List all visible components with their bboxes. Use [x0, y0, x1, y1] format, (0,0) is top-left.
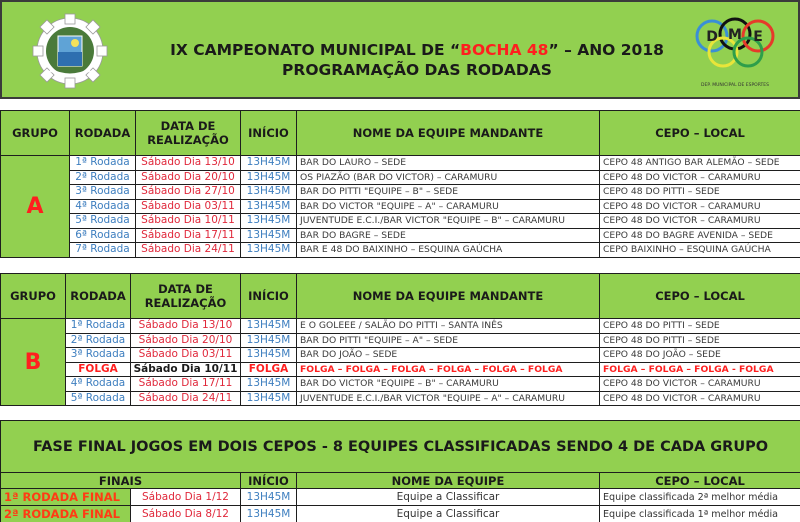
cepo-local-cell: CEPO BAIXINHO – ESQUINA GAÚCHA [600, 243, 800, 258]
date-cell: Sábado Dia 27/10 [136, 185, 241, 200]
table-row [1, 228, 800, 243]
home-team-cell: BAR E 48 DO BAIXINHO – ESQUINA GAÚCHA [297, 243, 600, 258]
start-time-cell: 13H45M [241, 348, 297, 363]
table-row [1, 319, 800, 334]
municipal-coat-of-arms-logo [30, 12, 110, 90]
table-header-row [1, 111, 800, 156]
start-time-cell: 13H45M [241, 489, 297, 506]
col-header-finais: FINAIS [1, 473, 241, 489]
table-row [1, 199, 800, 214]
page-title [122, 40, 712, 80]
date-cell: Sábado Dia 1/12 [131, 489, 241, 506]
start-time-cell: 13H45M [241, 228, 297, 243]
cepo-local-cell: CEPO 48 DO JOÃO – SEDE [600, 348, 800, 363]
final-phase-header-row [1, 473, 800, 489]
date-cell: Sábado Dia 10/11 [136, 214, 241, 229]
col-header-nome: NOME DA EQUIPE MANDANTE [297, 111, 600, 156]
date-cell: Sábado Dia 13/10 [136, 156, 241, 171]
start-time-cell: 13H45M [241, 243, 297, 258]
cepo-local-cell: CEPO 48 DO VICTOR – CARAMURU [600, 199, 800, 214]
dme-rings-icon [692, 14, 778, 80]
date-cell: Sábado Dia 03/11 [136, 199, 241, 214]
home-team-cell: BAR DO VICTOR "EQUIPE – A" – CARAMURU [297, 199, 600, 214]
final-phase-title: FASE FINAL JOGOS EM DOIS CEPOS - 8 EQUIPES CLASSIFICADAS SENDO 4 DE CADA GRUPO [1, 421, 800, 473]
table-row [1, 377, 800, 392]
date-cell: Sábado Dia 20/10 [136, 170, 241, 185]
home-team-cell: E O GOLEEE / SALÃO DO PITTI – SANTA INÊS [297, 319, 600, 334]
table-row [1, 333, 800, 348]
cepo-local-cell: CEPO 48 DO VICTOR – CARAMURU [600, 170, 800, 185]
rodada-cell: 4ª Rodada [70, 199, 136, 214]
cepo-local-cell: CEPO 48 DO VICTOR – CARAMURU [600, 377, 800, 392]
col-header-nome: NOME DA EQUIPE MANDANTE [297, 274, 600, 319]
final-table-row [1, 506, 800, 522]
date-cell: Sábado Dia 03/11 [131, 348, 241, 363]
start-time-cell: 13H45M [241, 319, 297, 334]
group-a-table [0, 110, 800, 258]
home-team-cell: BAR DO PITTI "EQUIPE – A" – SEDE [297, 333, 600, 348]
start-time-cell: FOLGA [241, 362, 297, 377]
home-team-cell: BAR DO LAURO – SEDE [297, 156, 600, 171]
table-row [1, 391, 800, 406]
group-b-table [0, 273, 800, 406]
table-row [1, 348, 800, 363]
col-header-rodada: RODADA [66, 274, 131, 319]
date-cell: Sábado Dia 8/12 [131, 506, 241, 522]
rodada-cell: FOLGA [66, 362, 131, 377]
col-header-inicio: INÍCIO [241, 473, 297, 489]
rodada-cell: 2ª Rodada [66, 333, 131, 348]
cepo-local-cell: CEPO 48 DO PITTI – SEDE [600, 333, 800, 348]
team-cell: Equipe a Classificar [297, 489, 600, 506]
cepo-local-cell: CEPO 48 ANTIGO BAR ALEMÃO – SEDE [600, 156, 800, 171]
dme-caption: DEP. MUNICIPAL DE ESPORTES [701, 83, 769, 88]
start-time-cell: 13H45M [241, 214, 297, 229]
start-time-cell: 13H45M [241, 377, 297, 392]
col-header-cepo: CEPO – LOCAL [600, 274, 800, 319]
cepo-local-cell: CEPO 48 DO PITTI – SEDE [600, 319, 800, 334]
team-cell: Equipe a Classificar [297, 506, 600, 522]
title-line-1: IX CAMPEONATO MUNICIPAL DE “BOCHA 48” – ANO 2018 [170, 41, 664, 59]
start-time-cell: 13H45M [241, 391, 297, 406]
col-header-cepo: CEPO – LOCAL [600, 473, 800, 489]
home-team-cell: OS PIAZÃO (BAR DO VICTOR) – CARAMURU [297, 170, 600, 185]
rodada-cell: 3ª Rodada [70, 185, 136, 200]
cepo-local-cell: CEPO 48 DO VICTOR – CARAMURU [600, 214, 800, 229]
rodada-cell: 6ª Rodada [70, 228, 136, 243]
date-cell: Sábado Dia 17/11 [136, 228, 241, 243]
cepo-local-cell: Equipe classificada 1ª melhor média [600, 506, 800, 522]
table-row [1, 185, 800, 200]
rodada-cell: 5ª Rodada [70, 214, 136, 229]
home-team-cell: JUVENTUDE E.C.I./BAR VICTOR "EQUIPE – A" – CARAMURU [297, 391, 600, 406]
date-cell: Sábado Dia 13/10 [131, 319, 241, 334]
group-label: A [1, 156, 70, 258]
cepo-local-cell: Equipe classificada 2ª melhor média [600, 489, 800, 506]
col-header-inicio: INÍCIO [241, 111, 297, 156]
date-cell: Sábado Dia 10/11 [131, 362, 241, 377]
group-label: B [1, 319, 66, 406]
rodada-cell: 1ª Rodada [66, 319, 131, 334]
home-team-cell: BAR DO JOÃO – SEDE [297, 348, 600, 363]
table-header-row [1, 274, 800, 319]
home-team-cell: BAR DO VICTOR "EQUIPE – B" – CARAMURU [297, 377, 600, 392]
start-time-cell: 13H45M [241, 185, 297, 200]
rodada-cell: 4ª Rodada [66, 377, 131, 392]
home-team-cell: JUVENTUDE E.C.I./BAR VICTOR "EQUIPE – B" – CARAMURU [297, 214, 600, 229]
cepo-local-cell: FOLGA – FOLGA – FOLGA - FOLGA [600, 362, 800, 377]
final-phase-title-row [1, 421, 800, 473]
col-header-inicio: INÍCIO [241, 274, 297, 319]
col-header-grupo: GRUPO [1, 274, 66, 319]
start-time-cell: 13H45M [241, 199, 297, 214]
table-row [1, 243, 800, 258]
rodada-cell: 7ª Rodada [70, 243, 136, 258]
start-time-cell: 13H45M [241, 506, 297, 522]
cepo-local-cell: CEPO 48 DO VICTOR – CARAMURU [600, 391, 800, 406]
date-cell: Sábado Dia 24/11 [136, 243, 241, 258]
header-banner [0, 0, 800, 99]
dme-letter-d: D [706, 29, 718, 45]
start-time-cell: 13H45M [241, 156, 297, 171]
final-round-label: 1ª RODADA FINAL [1, 489, 131, 506]
col-header-grupo: GRUPO [1, 111, 70, 156]
col-header-nome-equipe: NOME DA EQUIPE [297, 473, 600, 489]
rodada-cell: 3ª Rodada [66, 348, 131, 363]
title-line-2: PROGRAMAÇÃO DAS RODADAS [282, 61, 552, 79]
rodada-cell: 1ª Rodada [70, 156, 136, 171]
col-header-data: DATA DE REALIZAÇÃO [131, 274, 241, 319]
col-header-cepo: CEPO – LOCAL [600, 111, 800, 156]
home-team-cell: FOLGA – FOLGA – FOLGA – FOLGA – FOLGA – FOLGA [297, 362, 600, 377]
start-time-cell: 13H45M [241, 170, 297, 185]
col-header-rodada: RODADA [70, 111, 136, 156]
start-time-cell: 13H45M [241, 333, 297, 348]
table-row [1, 214, 800, 229]
dme-letter-m: M [728, 27, 742, 43]
cepo-local-cell: CEPO 48 DO BAGRE AVENIDA – SEDE [600, 228, 800, 243]
date-cell: Sábado Dia 17/11 [131, 377, 241, 392]
dme-logo [692, 14, 778, 88]
dme-letter-e: E [753, 29, 763, 45]
final-table-row [1, 489, 800, 506]
home-team-cell: BAR DO PITTI "EQUIPE – B" – SEDE [297, 185, 600, 200]
date-cell: Sábado Dia 24/11 [131, 391, 241, 406]
rodada-cell: 2ª Rodada [70, 170, 136, 185]
table-row [1, 170, 800, 185]
table-row [1, 362, 800, 377]
col-header-data: DATA DE REALIZAÇÃO [136, 111, 241, 156]
title-highlight: BOCHA 48 [460, 41, 549, 59]
cepo-local-cell: CEPO 48 DO PITTI – SEDE [600, 185, 800, 200]
table-row [1, 156, 800, 171]
final-round-label: 2ª RODADA FINAL [1, 506, 131, 522]
home-team-cell: BAR DO BAGRE – SEDE [297, 228, 600, 243]
date-cell: Sábado Dia 20/10 [131, 333, 241, 348]
rodada-cell: 5ª Rodada [66, 391, 131, 406]
final-phase-table [0, 420, 800, 522]
